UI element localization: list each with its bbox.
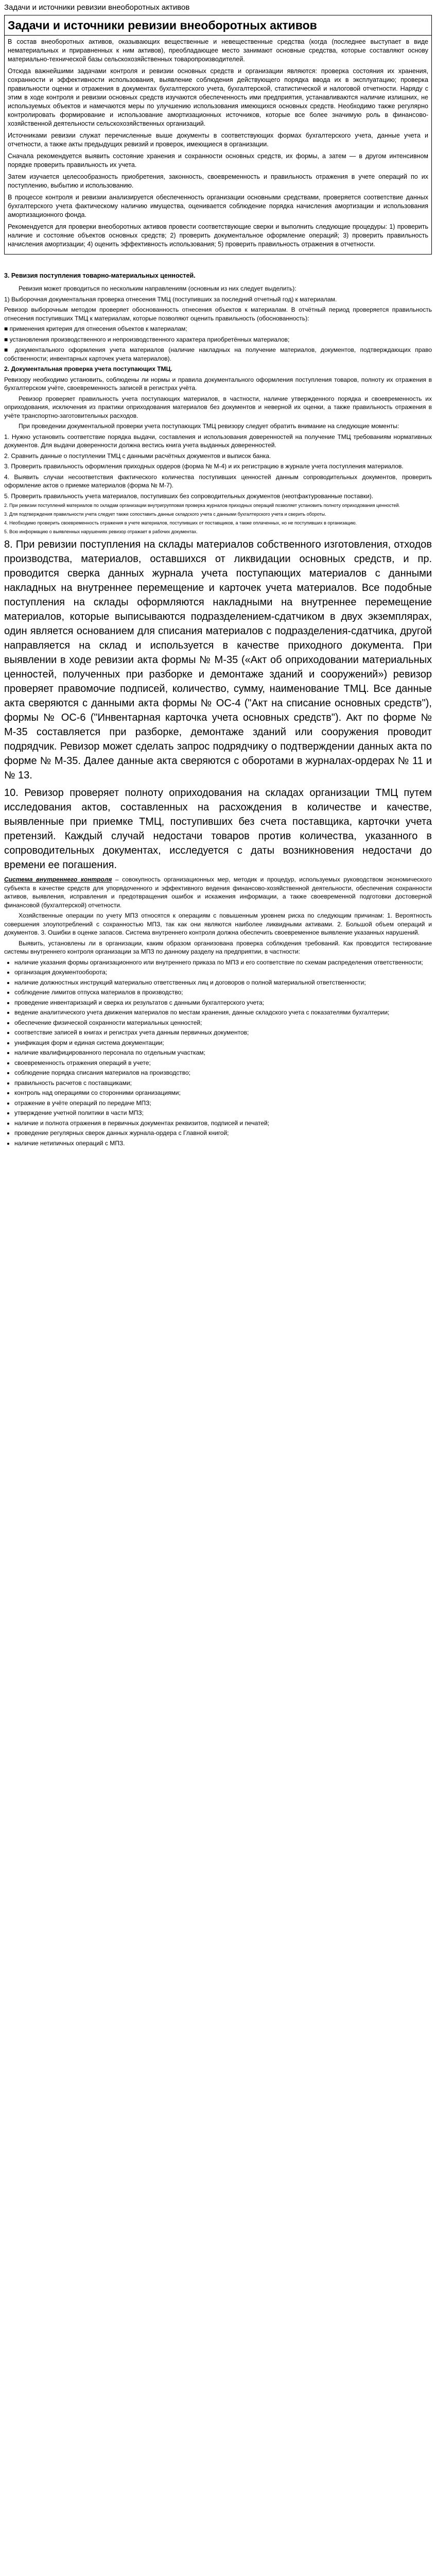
list-item: • отражение в учёте операций по передаче МПЗ; bbox=[14, 1099, 432, 1108]
list-item: • наличие нетипичных операций с МПЗ. bbox=[14, 1139, 432, 1148]
internal-control-term: Система внутреннего контроля bbox=[4, 876, 112, 883]
list-item: • организация документооборота; bbox=[14, 968, 432, 977]
small-note: 2. При ревизии поступлений материалов по складам организации внутригрупповая проверка журналов приходных операций позволяет установить полноту оприходования ценностей. bbox=[4, 503, 400, 508]
internal-control-definition-text: – совокупность организационных мер, методик и процедур, используемых руководством экономического субъекта в качестве средств для упорядоченного и эффективного ведения финансово-хозяйственной деятельности, обеспечения сохранности активов, выявления, исправления и предотвращения ошибок и искажения информации, а также своевременной подготовки достоверной финансовой (бухгалтерской) отчетности. bbox=[4, 876, 432, 909]
list-item: • контроль над операциями со сторонними организациями; bbox=[14, 1089, 432, 1097]
internal-control-definition bbox=[4, 875, 432, 909]
intro-paragraph: В процессе контроля и ревизии анализируется обеспеченность организации основными средствами, проверяется соответствие данных бухгалтерского учета фактическому наличию имущества, оценивается соблюдение порядка начисления амортизации и использования амортизационного фонда. bbox=[8, 194, 428, 218]
page-heading: Задачи и источники ревизии внеоборотных активов bbox=[4, 15, 432, 36]
small-note: 5. Всю информацию о выявленных нарушениях ревизор отражает в рабочих документах. bbox=[4, 529, 198, 534]
list-item: • унификация форм и единая система документации; bbox=[14, 1039, 432, 1047]
section-paragraph: 1. Нужно установить соответствие порядка выдачи, составления и использования доверенностей на получение ТМЦ требованиям нормативных документов. Для выдачи доверенности должна вестись книга учета выданных доверенностей. bbox=[4, 433, 432, 449]
internal-control-section bbox=[4, 875, 432, 1147]
section-paragraph: 1) Выборочная документальная проверка отнесения ТМЦ (поступивших за последний отчетный год) к материалам. bbox=[4, 295, 337, 303]
section-paragraph: При проведении документальной проверки учета поступающих ТМЦ ревизору следует обратить внимание на следующие моменты: bbox=[19, 422, 399, 430]
small-note: 3. Для подтверждения правильности учета следует также сопоставить данные складского учета с данными бухгалтерского учета и сверить обороты. bbox=[4, 512, 326, 517]
list-item: • своевременность отражения операций в учете; bbox=[14, 1059, 432, 1067]
list-item: • правильность расчетов с поставщиками; bbox=[14, 1079, 432, 1088]
large-paragraph: 8. При ревизии поступления на склады материалов собственного изготовления, отходов производства, материалов, оставшихся от ликвидации основных средств, и пр. проводится сверка данных журнала учета поступающих материалов с данными накладных на внутреннее перемещение и карточек учета материалов. Все подобные поступления на склады оформляются накладными на внутреннее перемещение материалов, которые выписываются подразделением-сдатчиком в двух экземплярах, один является основанием для списания материалов с подразделения-сдатчика, другой направляется на склад и используется в качестве приходного документа. При выявлении в ходе ревизии акта формы № М-35 («Акт об оприходовании материальных ценностей, полученных при разборке и демонтаже зданий и сооружений») ревизор проверяет правомочие подписей, количество, сумму, наименование ТМЦ. Все данные акта сверяются с данными акта формы № ОС-4 ("Акт на списание основных средств"), формы № ОС-6 ("Инвентарная карточка учета основных средств"). Акт по форме № М-35 составляется при разборке, демонтаже зданий или сооружения проводит подрядчик. Ревизор может сделать запрос подрядчику о подтверждении данных акта по форме № М-35. Далее данные акта сверяются с оборотами в журналах-ордерах № 11 и № 13. bbox=[4, 539, 432, 781]
section-paragraph: Ревизор проверяет правильность учета поступающих материалов, в частности, наличие утвержденного порядка и своевременность их оприходования, исключения из практики оприходования материалов без документов и неверной их оценки, а также правильность отражения в учёте транспортно-заготовительных расходов. bbox=[4, 395, 432, 419]
section-paragraph: Ревизия может проводиться по нескольким направлениям (основным из них следует выделить): bbox=[19, 285, 297, 292]
section-paragraph: Хозяйственные операции по учету МПЗ относятся к операциям с повышенным уровнем риска по следующим причинам: 1. Вероятность совершения злоупотреблений с сохранностью МПЗ, так как они являются наиболее ликвидными активами. 2. Большой объем операций и документов. 3. Ошибки в оценке запасов. Система внутреннего контроля должна обеспечить своевременное выявление указанных нарушений. bbox=[4, 912, 432, 936]
section-paragraph: 3. Проверить правильность оформления приходных ордеров (форма № М-4) и их регистрацию в журнале учета поступления материалов. bbox=[4, 463, 404, 470]
section-paragraph: Ревизору необходимо установить, соблюдены ли нормы и правила документального оформления поступления товаров, полноту их отражения в бухгалтерском учёте, своевременность записей в регистрах учёта. bbox=[4, 376, 432, 392]
intro-box bbox=[4, 36, 432, 255]
section-paragraph: ■ установления производственного и непроизводственного характера приобретённых материалов; bbox=[4, 335, 290, 343]
list-item: • ведение аналитического учета движения материалов по местам хранения, данные складского учета с показателями бухгалтерии; bbox=[14, 1008, 432, 1017]
section-paragraph: Ревизор выборочным методом проверяет обоснованность отнесения объектов к материалам. В отчётный период проверяется правильность отнесения поступивших ТМЦ к материалам, которые позволяют оценить правильность (обоснованность): bbox=[4, 306, 432, 322]
section-paragraph: ■ применения критерия для отнесения объектов к материалам; bbox=[4, 325, 187, 332]
list-item: • соблюдение порядка списания материалов на производство; bbox=[14, 1069, 432, 1077]
document-page bbox=[0, 0, 436, 1157]
list-item: • наличие и полнота отражения в первичных документах реквизитов, подписей и печатей; bbox=[14, 1119, 432, 1128]
list-item: • проведение инвентаризаций и сверка их результатов с данными бухгалтерского учета; bbox=[14, 998, 432, 1007]
section-paragraph: 5. Проверить правильность учета материалов, поступивших без сопроводительных документов (неотфактурованные поставки). bbox=[4, 492, 374, 500]
list-item: • наличие квалифицированного персонала по отдельным участкам; bbox=[14, 1048, 432, 1057]
section-3-body bbox=[4, 284, 432, 535]
list-item: • обеспечение физической сохранности материальных ценностей; bbox=[14, 1019, 432, 1027]
intro-paragraph: Источниками ревизии служат перечисленные выше документы в соответствующих формах бухгалтерского учета, данные учета и отчетности, а также акты предыдущих ревизий и проверок, имеющиеся в организации. bbox=[8, 132, 428, 148]
intro-paragraph: В состав внеоборотных активов, оказывающих вещественные и невещественные средства (когда (последнее выступает в виде нематериальных и приравненных к ним активов), преобладающее место занимают основные средства, которые составляют основу материально-технической базы сельскохозяйственных товаропроизводителей. bbox=[8, 38, 428, 63]
section-paragraph: 2. Сравнить данные о поступлении ТМЦ с данными расчётных документов и выписок банка. bbox=[4, 452, 271, 460]
list-item: • соответствие записей в книгах и регистрах учета данным первичных документов; bbox=[14, 1028, 432, 1037]
small-note: 4. Необходимо проверить своевременность отражения в учете материалов, поступивших от поставщиков, а также оплаченных, но не поступивших в организацию. bbox=[4, 520, 357, 526]
section-3-heading: 3. Ревизия поступления товарно-материальных ценностей. bbox=[4, 272, 196, 279]
section-paragraph: ■ документального оформления учета материалов (наличие накладных на получение материалов, документов, подтверждающих право собственности; инвентарных карточек учета материалов). bbox=[4, 346, 432, 362]
list-item: • проведение регулярных сверок данных журнала-ордера с Главной книгой; bbox=[14, 1129, 432, 1138]
control-checklist bbox=[4, 958, 432, 1148]
list-item: • соблюдение лимитов отпуска материалов в производство; bbox=[14, 988, 432, 997]
large-text-block bbox=[4, 537, 432, 872]
list-item: • наличие должностных инструкций материально ответственных лиц и договоров о полной материальной ответственности; bbox=[14, 978, 432, 987]
large-paragraph: 10. Ревизор проверяет полноту оприходования на складах организации ТМЦ путем исследования актов, составленных на расхождения в количестве и качестве, выявленные при приемке ТМЦ, поступивших без счета поставщика, карточки учета претензий. Каждый случай недостачи товаров против количества, указанного в сопроводительных документах, исследуется с даты возникновения недостачи до времени ее погашения. bbox=[4, 787, 432, 871]
window-title: Задачи и источники ревизии внеоборотных активов bbox=[4, 3, 190, 12]
intro-paragraph: Затем изучается целесообразность приобретения, законность, своевременность и правильность отражения в учете операций по их поступлению, выбытию и использованию. bbox=[8, 173, 428, 189]
intro-paragraph: Рекомендуется для проверки внеоборотных активов провести соответствующие сверки и выполнить следующие процедуры: 1) проверить наличие и состояние объектов основных средств; 2) проверить документальное оформление операций; 3) проверить правильность начисления амортизации; 4) оценить эффективность использования; 5) проверить правильность отражения в отчетности. bbox=[8, 223, 428, 248]
intro-paragraph: Отсюда важнейшими задачами контроля и ревизии основных средств и организации являются: проверка состояния их хранения, сохранности и эффективности использования, выявление соблюдения действующего порядка ввода их в эксплуатацию; проверка правильности оценки и отражения в документах бухгалтерского учета, бухгалтерской, статистической и налоговой отчетности. Наряду с этим в ходе контроля и ревизии основных средств изучаются обеспеченность ими предприятия, устанавливаются наличие излишних, не используемых объектов и намечаются меры по улучшению использования имеющихся основных средств. Необходимо также регулярно контролировать формирование и использование амортизационных источников, которые все более значимую роль в финансово-хозяйственной деятельности сельскохозяйственных организаций. bbox=[8, 67, 428, 127]
intro-paragraph: Сначала рекомендуется выявить состояние хранения и сохранности основных средств, их формы, а затем — в другом интенсивном порядке проверить правильность их учета. bbox=[8, 152, 428, 168]
section-paragraph: Выявить, установлены ли в организации, каким образом организована проверка соблюдения требований. Как проводится тестирование системы внутреннего контроля организации за МПЗ по данному разделу на предприятии, в частности: bbox=[4, 939, 432, 955]
list-item: • утверждение учетной политики в части МПЗ; bbox=[14, 1109, 432, 1117]
section-paragraph: 4. Выявить случаи несоответствия фактического количества поступивших ценностей данным сопроводительных документов, проверить оформление актов о приемке материалов (форма № М-7). bbox=[4, 473, 432, 489]
list-item: • наличие указания формы организационного или внутреннего приказа по МПЗ и его соответствие по схемам распределения ответственности; bbox=[14, 958, 432, 967]
section-paragraph: 2. Документальная проверка учета поступающих ТМЦ. bbox=[4, 365, 172, 372]
